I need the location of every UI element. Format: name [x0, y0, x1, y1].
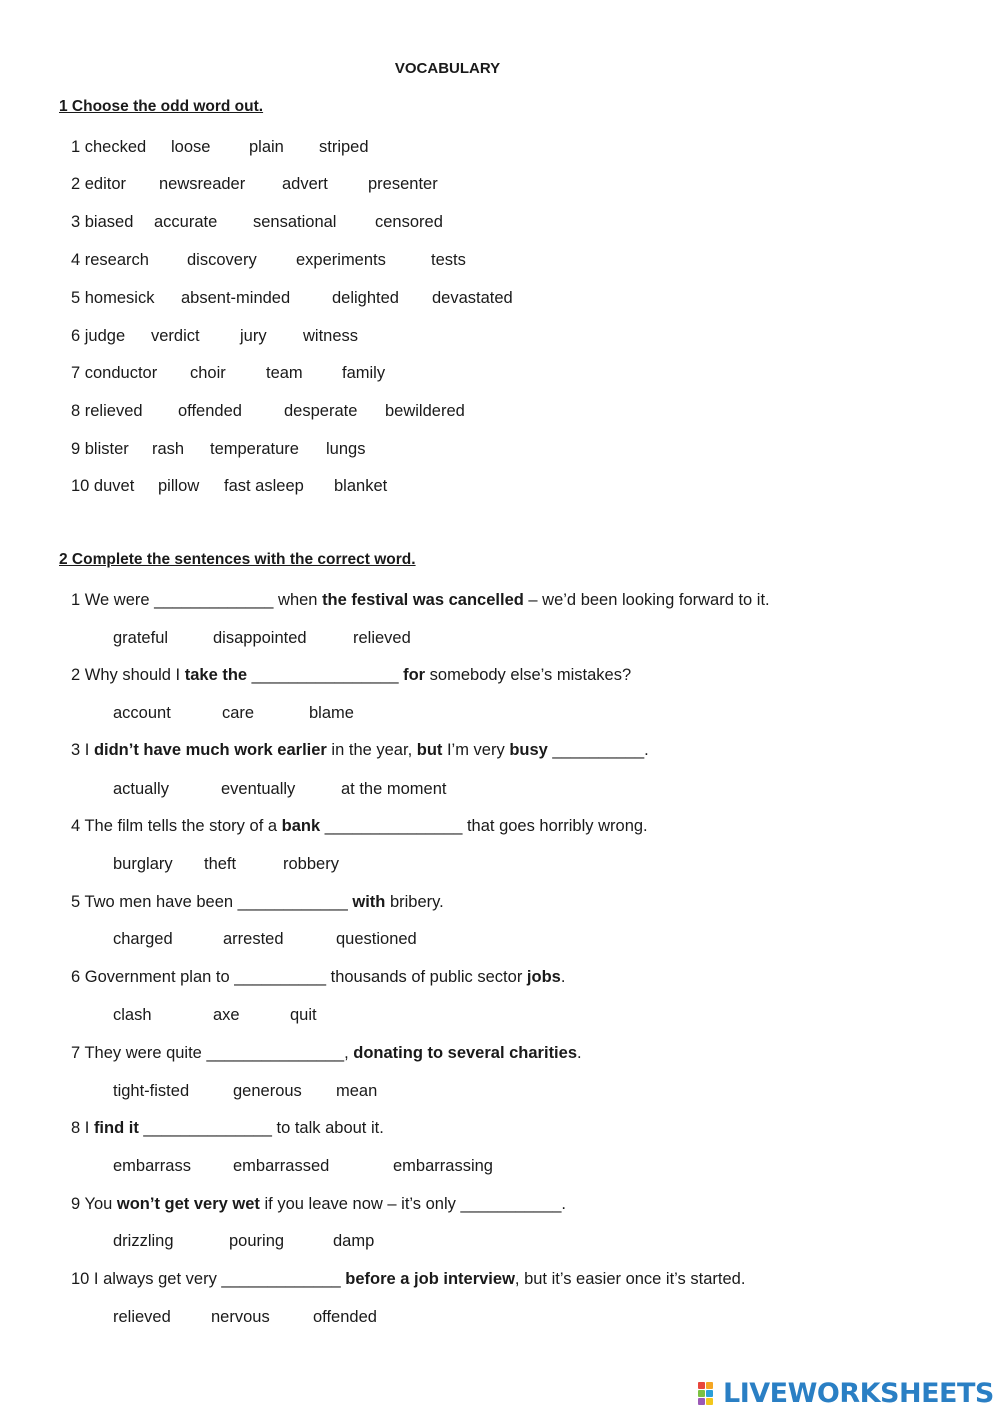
answer-option[interactable]: blame — [309, 704, 354, 722]
odd-word-option[interactable]: blanket — [334, 477, 388, 495]
odd-word-item-number-and-word[interactable]: 5 homesick — [71, 289, 155, 307]
answer-option[interactable]: offended — [313, 1308, 377, 1326]
sentence-text: _______________ that goes horribly wrong. — [320, 817, 648, 835]
odd-word-item-number-and-word[interactable]: 2 editor — [71, 175, 127, 193]
sentence-text: 2 Why should I — [71, 666, 185, 684]
answer-option[interactable]: damp — [333, 1232, 375, 1250]
sentence-text: if you leave now – it’s only ___________. — [259, 1195, 567, 1213]
liveworksheets-logo — [698, 1378, 994, 1408]
odd-word-option[interactable]: fast asleep — [224, 477, 304, 495]
question-sentence — [71, 1117, 384, 1139]
bold-cue: before a job interview — [345, 1270, 515, 1288]
odd-word-item-number-and-word[interactable]: 1 checked — [71, 138, 147, 156]
sentence-text: in the year, — [326, 741, 417, 759]
sentence-text: . — [577, 1044, 582, 1062]
bold-cue: but — [416, 741, 443, 759]
question-sentence — [71, 1042, 582, 1064]
sentence-text: 10 I always get very _____________ — [71, 1270, 346, 1288]
answer-option[interactable]: pouring — [229, 1232, 285, 1250]
answer-option[interactable]: generous — [233, 1082, 302, 1100]
odd-word-item-number-and-word[interactable]: 10 duvet — [71, 477, 135, 495]
sentence-text: – we’d been looking forward to it. — [523, 591, 770, 609]
answer-option[interactable]: account — [113, 704, 171, 722]
answer-option[interactable]: theft — [204, 855, 237, 873]
sentence-text: 4 The film tells the story of a — [71, 817, 282, 835]
odd-word-option[interactable]: newsreader — [159, 175, 246, 193]
odd-word-option[interactable]: sensational — [253, 213, 337, 231]
odd-word-option[interactable]: advert — [282, 175, 328, 193]
answer-option[interactable]: disappointed — [213, 629, 307, 647]
odd-word-option[interactable]: tests — [431, 251, 466, 269]
answer-option[interactable]: grateful — [113, 629, 169, 647]
question-sentence — [71, 966, 565, 988]
question-sentence — [71, 739, 649, 761]
bold-cue: didn’t have much work earlier — [93, 741, 327, 759]
answer-option[interactable]: care — [222, 704, 255, 722]
odd-word-item-number-and-word[interactable]: 7 conductor — [71, 364, 158, 382]
question-sentence — [71, 589, 770, 611]
odd-word-option[interactable]: striped — [319, 138, 369, 156]
odd-word-option[interactable]: choir — [190, 364, 226, 382]
odd-word-option[interactable]: experiments — [296, 251, 386, 269]
answer-option[interactable]: drizzling — [113, 1232, 174, 1250]
odd-word-option[interactable]: accurate — [154, 213, 218, 231]
answer-option[interactable]: questioned — [336, 930, 417, 948]
odd-word-option[interactable]: verdict — [151, 327, 200, 345]
odd-word-option[interactable]: temperature — [210, 440, 299, 458]
answer-option[interactable]: burglary — [113, 855, 173, 873]
odd-word-option[interactable]: lungs — [326, 440, 366, 458]
sentence-text: , but it’s easier once it’s started. — [514, 1270, 746, 1288]
bold-cue: find it — [93, 1119, 139, 1137]
odd-word-option[interactable]: team — [266, 364, 303, 382]
logo-mark-icon — [698, 1380, 720, 1406]
sentence-text: 5 Two men have been ____________ — [71, 893, 353, 911]
odd-word-option[interactable]: delighted — [332, 289, 399, 307]
question-sentence — [71, 664, 631, 686]
question-sentence — [71, 815, 648, 837]
sentence-text: __________. — [547, 741, 649, 759]
answer-option[interactable]: charged — [113, 930, 173, 948]
answer-option[interactable]: embarrass — [113, 1157, 191, 1175]
sentence-text: . — [560, 968, 566, 986]
answer-option[interactable]: eventually — [221, 780, 296, 798]
bold-cue: jobs — [526, 968, 561, 986]
odd-word-option[interactable]: presenter — [368, 175, 438, 193]
sentence-text: 3 I — [71, 741, 94, 759]
logo-text: LIVEWORKSHEETS — [723, 1377, 994, 1409]
answer-option[interactable]: robbery — [283, 855, 339, 873]
page-title: VOCABULARY — [394, 60, 501, 77]
odd-word-option[interactable]: loose — [171, 138, 211, 156]
bold-cue: busy — [509, 741, 548, 759]
answer-option[interactable]: axe — [213, 1006, 240, 1024]
odd-word-item-number-and-word[interactable]: 8 relieved — [71, 402, 143, 420]
answer-option[interactable]: quit — [290, 1006, 317, 1024]
bold-cue: won’t get very wet — [116, 1195, 260, 1213]
odd-word-option[interactable]: bewildered — [385, 402, 465, 420]
question-sentence — [71, 1193, 566, 1215]
answer-option[interactable]: embarrassing — [393, 1157, 493, 1175]
answer-option[interactable]: embarrassed — [233, 1157, 330, 1175]
answer-option[interactable]: at the moment — [341, 780, 447, 798]
odd-word-option[interactable]: plain — [249, 138, 284, 156]
answer-option[interactable]: nervous — [211, 1308, 270, 1326]
answer-option[interactable]: arrested — [223, 930, 284, 948]
odd-word-option[interactable]: censored — [375, 213, 443, 231]
question-sentence — [71, 1268, 745, 1290]
odd-word-item-number-and-word[interactable]: 3 biased — [71, 213, 134, 231]
odd-word-item-number-and-word[interactable]: 9 blister — [71, 440, 129, 458]
sentence-text: ______________ to talk about it. — [138, 1119, 384, 1137]
bold-cue: take the — [184, 666, 248, 684]
odd-word-item-number-and-word[interactable]: 6 judge — [71, 327, 126, 345]
section1-heading: 1 Choose the odd word out. — [59, 98, 264, 115]
sentence-text: 6 Government plan to __________ thousands of public sector — [71, 968, 527, 986]
answer-option[interactable]: mean — [336, 1082, 378, 1100]
bold-cue: for — [403, 666, 426, 684]
sentence-text: I’m very — [442, 741, 510, 759]
bold-cue: bank — [281, 817, 321, 835]
answer-option[interactable]: relieved — [353, 629, 411, 647]
odd-word-option[interactable]: offended — [178, 402, 242, 420]
question-sentence — [71, 891, 444, 913]
sentence-text: bribery. — [385, 893, 444, 911]
sentence-text: somebody else’s mistakes? — [425, 666, 632, 684]
sentence-text: 8 I — [71, 1119, 94, 1137]
odd-word-option[interactable]: absent-minded — [181, 289, 291, 307]
odd-word-option[interactable]: witness — [303, 327, 359, 345]
odd-word-item-number-and-word[interactable]: 4 research — [71, 251, 149, 269]
odd-word-option[interactable]: jury — [240, 327, 267, 345]
odd-word-option[interactable]: family — [342, 364, 386, 382]
odd-word-option[interactable]: pillow — [158, 477, 200, 495]
answer-option[interactable]: clash — [113, 1006, 152, 1024]
sentence-text: 9 You — [71, 1195, 117, 1213]
answer-option[interactable]: relieved — [113, 1308, 171, 1326]
odd-word-option[interactable]: discovery — [187, 251, 257, 269]
sentence-text: ________________ — [247, 666, 404, 684]
odd-word-option[interactable]: desperate — [284, 402, 358, 420]
answer-option[interactable]: actually — [113, 780, 169, 798]
sentence-text: 1 We were _____________ when — [71, 591, 323, 609]
section2-heading: 2 Complete the sentences with the correct word. — [59, 551, 416, 568]
odd-word-option[interactable]: rash — [152, 440, 185, 458]
odd-word-option[interactable]: devastated — [432, 289, 513, 307]
bold-cue: donating to several charities — [353, 1044, 577, 1062]
bold-cue: with — [352, 893, 386, 911]
bold-cue: the festival was cancelled — [322, 591, 524, 609]
sentence-text: 7 They were quite _______________, — [71, 1044, 354, 1062]
answer-option[interactable]: tight-fisted — [113, 1082, 190, 1100]
